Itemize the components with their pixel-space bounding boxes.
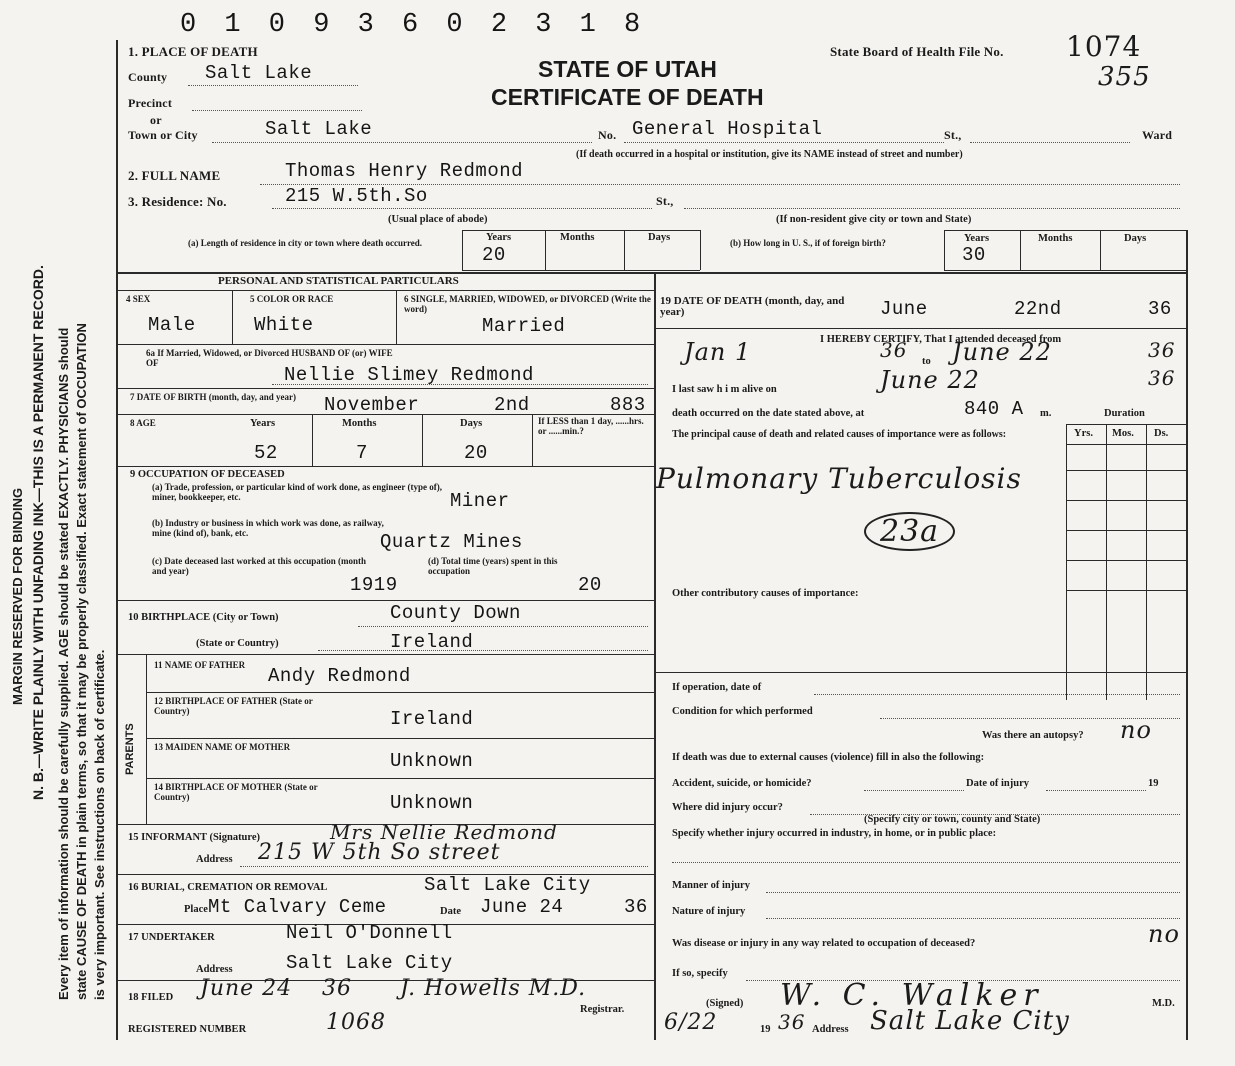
dob-day: 2nd <box>494 394 530 416</box>
state-title: STATE OF UTAH <box>538 56 717 82</box>
last-saw-date: June 22 <box>880 366 980 394</box>
certify-label: I HEREBY CERTIFY, That I attended deceased from <box>820 334 1062 345</box>
specify-city-note: (Specify city or town, county and State) <box>864 814 1041 825</box>
undertaker-address: Salt Lake City <box>286 952 453 974</box>
burial-year: 36 <box>624 896 648 918</box>
attend-to-year: 36 <box>1148 338 1176 362</box>
burial-place: Salt Lake City <box>424 874 591 896</box>
attend-from: Jan 1 <box>684 338 752 366</box>
age-months-value: 7 <box>356 442 368 464</box>
registrar-label: Registrar. <box>580 1004 625 1015</box>
mos-label: Mos. <box>1112 428 1134 439</box>
occupation-d-value: 20 <box>578 574 602 596</box>
informant-label: 15 INFORMANT (Signature) <box>128 832 261 843</box>
margin-permanent-record-text: N. B.—WRITE PLAINLY WITH UNFADING INK—THIS IS A PERMANENT RECORD. <box>30 265 46 800</box>
nonresident-note: (If non-resident give city or town and State) <box>776 214 972 225</box>
length-residence-label: (a) Length of residence in city or town where death occurred. <box>187 238 423 248</box>
attend-to: June 22 <box>952 338 1052 366</box>
residence-value: 215 W.5th.So <box>285 185 428 207</box>
occupation-related-label: Was disease or injury in any way related to occupation of deceased? <box>672 938 976 949</box>
dob-month: November <box>324 394 420 416</box>
file-no-value: 1074 <box>1066 30 1142 63</box>
age-days-label: Days <box>460 418 483 429</box>
mother-label: 13 MAIDEN NAME OF MOTHER <box>154 742 291 752</box>
birthplace-country-label: (State or Country) <box>196 638 279 649</box>
date-injury-label: Date of injury <box>966 778 1029 789</box>
birthplace-country: Ireland <box>390 631 474 653</box>
mother-birthplace-value: Unknown <box>390 792 474 814</box>
ds-label: Ds. <box>1154 428 1169 439</box>
occupation-related-value: no <box>1148 920 1180 948</box>
res-months-label: Months <box>560 232 595 243</box>
in-us-label: (b) How long in U. S., if of foreign birth? <box>730 238 886 248</box>
occupation-c-label: (c) Date deceased last worked at this occupation (month and year) <box>152 556 366 576</box>
death-date-label: 19 DATE OF DEATH (month, day, and year) <box>660 295 845 318</box>
md-label: M.D. <box>1152 998 1175 1009</box>
form-middle-divider <box>654 272 656 1040</box>
birthplace-city: County Down <box>390 602 521 624</box>
res-years-value: 20 <box>482 244 506 266</box>
filed-year: 36 <box>322 976 352 1001</box>
informant-address: 215 W 5th So street <box>258 840 501 865</box>
cause-of-death: Pulmonary Tuberculosis <box>656 462 1022 495</box>
burial-place-label: Place <box>184 904 208 915</box>
filed-label: 18 FILED <box>128 992 174 1003</box>
res-years-label: Years <box>486 232 512 243</box>
last-saw-label: I last saw h i m alive on <box>672 384 777 395</box>
informant-address-label: Address <box>196 854 233 865</box>
us-months-label: Months <box>1038 233 1073 244</box>
sex-label: 4 SEX <box>126 294 151 304</box>
hospital-note: (If death occurred in a hospital or institution, give its NAME instead of street and number) <box>576 149 963 160</box>
personal-heading: PERSONAL AND STATISTICAL PARTICULARS <box>218 275 459 287</box>
operation-label: If operation, date of <box>672 682 762 693</box>
street-no-label: No. <box>598 128 617 142</box>
physician-address: Salt Lake City <box>870 1006 1070 1036</box>
death-occurred-label: death occurred on the date stated above, at <box>672 408 865 419</box>
death-day: 22nd <box>1014 298 1062 320</box>
signed-date: 6/22 <box>664 1010 718 1035</box>
attend-from-year: 36 <box>880 338 908 362</box>
other-causes-label: Other contributory causes of importance: <box>672 588 859 599</box>
parents-label: PARENTS <box>124 723 136 775</box>
town-label: Town or City <box>128 128 198 142</box>
mother-value: Unknown <box>390 750 474 772</box>
yrs-label: Yrs. <box>1074 428 1093 439</box>
st-label: St., <box>944 128 962 142</box>
county-label: County <box>128 70 168 84</box>
margin-instructions-line1: Every item of information should be carefully supplied. AGE should be stated EXACTLY. PHYSICIANS should <box>56 327 71 1000</box>
to-label: to <box>922 356 931 367</box>
death-year: 36 <box>1148 298 1172 320</box>
file-no-label: State Board of Health File No. <box>830 44 1004 59</box>
us-years-value: 30 <box>962 244 986 266</box>
margin-instructions-line3: is very important. See instructions on back of certificate. <box>92 649 107 1000</box>
informant-signature: Mrs Nellie Redmond <box>330 820 558 844</box>
occupation-a-value: Miner <box>450 490 510 512</box>
residence-label: 3. Residence: No. <box>128 194 227 209</box>
cause-code: 23a <box>864 512 955 551</box>
age-years-value: 52 <box>254 442 278 464</box>
age-months-label: Months <box>342 418 377 429</box>
age-less-label: If LESS than 1 day, ......hrs. or ......min.? <box>538 416 644 436</box>
form-left-border <box>116 40 118 1040</box>
father-birthplace-label: 12 BIRTHPLACE OF FATHER (State or Country) <box>154 696 313 716</box>
where-injury-label: Where did injury occur? <box>672 802 783 813</box>
occupation-heading: 9 OCCUPATION OF DECEASED <box>130 469 285 480</box>
spouse-value: Nellie Slimey Redmond <box>284 364 534 386</box>
full-name-value: Thomas Henry Redmond <box>285 160 524 182</box>
us-days-label: Days <box>1124 233 1147 244</box>
town-value: Salt Lake <box>265 118 373 140</box>
registrar-signature: J. Howells M.D. <box>400 976 587 1001</box>
street-no-value: General Hospital <box>632 118 823 140</box>
registered-number-label: REGISTERED NUMBER <box>128 1024 247 1035</box>
duration-label: Duration <box>1104 408 1145 419</box>
birthplace-label: 10 BIRTHPLACE (City or Town) <box>128 612 279 623</box>
death-time: 840 A <box>964 398 1024 420</box>
registered-number: 1068 <box>326 1010 386 1035</box>
precinct-label: Precinct <box>128 96 173 110</box>
street-label-2: St., <box>656 194 674 208</box>
full-name-label: 2. FULL NAME <box>128 168 221 183</box>
signed-year: 36 <box>778 1010 806 1034</box>
father-birthplace-value: Ireland <box>390 708 474 730</box>
age-label: 8 AGE <box>130 418 156 428</box>
certificate-title: CERTIFICATE OF DEATH <box>491 84 764 110</box>
nineteen-label: 19 <box>1148 778 1159 789</box>
signed-year-prefix: 19 <box>760 1024 771 1035</box>
undertaker-label: 17 UNDERTAKER <box>128 932 215 943</box>
cemetery-value: Mt Calvary Ceme <box>208 896 387 918</box>
autopsy-label: Was there an autopsy? <box>982 730 1084 741</box>
m-label: m. <box>1040 408 1052 419</box>
margin-binding-text: MARGIN RESERVED FOR BINDING <box>10 487 25 705</box>
marital-value: Married <box>482 315 566 337</box>
burial-label: 16 BURIAL, CREMATION OR REMOVAL <box>128 882 328 893</box>
dob-label: 7 DATE OF BIRTH (month, day, and year) <box>130 392 296 402</box>
death-month: June <box>880 298 928 320</box>
place-of-death-heading: 1. PLACE OF DEATH <box>128 44 258 59</box>
filed-date: June 24 <box>200 976 293 1001</box>
condition-label: Condition for which performed <box>672 706 813 717</box>
margin-instructions-line2: state CAUSE OF DEATH in plain terms, so that it may be properly classified. Exact statement of OCCUPATION <box>74 323 89 1000</box>
spouse-label: 6a If Married, Widowed, or Divorced HUSBAND OF (or) WIFE OF <box>146 348 393 368</box>
mother-birthplace-label: 14 BIRTHPLACE OF MOTHER (State or Country) <box>154 782 318 802</box>
father-label: 11 NAME OF FATHER <box>154 660 246 670</box>
county-value: Salt Lake <box>205 62 313 84</box>
occupation-b-label: (b) Industry or business in which work was done, as railway, mine (kind of), bank, etc. <box>152 518 384 538</box>
undertaker-address-label: Address <box>196 964 233 975</box>
age-days-value: 20 <box>464 442 488 464</box>
sex-value: Male <box>148 314 196 336</box>
usual-abode-note: (Usual place of abode) <box>388 214 488 225</box>
serial-number: 0 1 0 9 3 6 0 2 3 1 8 <box>180 10 647 40</box>
or-label: or <box>150 113 162 127</box>
signed-label: (Signed) <box>706 998 744 1009</box>
if-so-label: If so, specify <box>672 968 728 979</box>
burial-date-label: Date <box>440 906 461 917</box>
principal-cause-label: The principal cause of death and related causes of importance were as follows: <box>672 429 1007 440</box>
color-label: 5 COLOR OR RACE <box>250 294 334 304</box>
form-right-border <box>1186 230 1188 1040</box>
physician-address-label: Address <box>812 1024 849 1035</box>
age-years-label: Years <box>250 418 276 429</box>
physician-signature: W. C. Walker <box>780 978 1044 1013</box>
specify-industry-label: Specify whether injury occurred in industry, in home, or in public place: <box>672 828 997 839</box>
file-no-secondary: 355 <box>1098 62 1151 92</box>
occupation-b-value: Quartz Mines <box>380 531 523 553</box>
occupation-a-label: (a) Trade, profession, or particular kind of work done, as engineer (type of), miner, bookkeeper, etc. <box>152 482 442 502</box>
color-value: White <box>254 314 314 336</box>
us-years-label: Years <box>964 233 990 244</box>
res-days-label: Days <box>648 232 671 243</box>
dob-year: 883 <box>610 394 646 416</box>
ward-label: Ward <box>1142 128 1173 142</box>
last-saw-year: 36 <box>1148 366 1176 390</box>
manner-label: Manner of injury <box>672 880 750 891</box>
burial-date: June 24 <box>480 896 564 918</box>
occupation-d-label: (d) Total time (years) spent in this occupation <box>428 556 558 576</box>
marital-label: 6 SINGLE, MARRIED, WIDOWED, or DIVORCED (Write the word) <box>404 294 651 314</box>
undertaker-value: Neil O'Donnell <box>286 922 453 944</box>
occupation-c-value: 1919 <box>350 574 398 596</box>
external-causes-label: If death was due to external causes (violence) fill in also the following: <box>672 752 985 763</box>
accident-label: Accident, suicide, or homicide? <box>672 778 812 789</box>
father-value: Andy Redmond <box>268 665 411 687</box>
autopsy-value: no <box>1120 716 1152 744</box>
nature-label: Nature of injury <box>672 906 746 917</box>
